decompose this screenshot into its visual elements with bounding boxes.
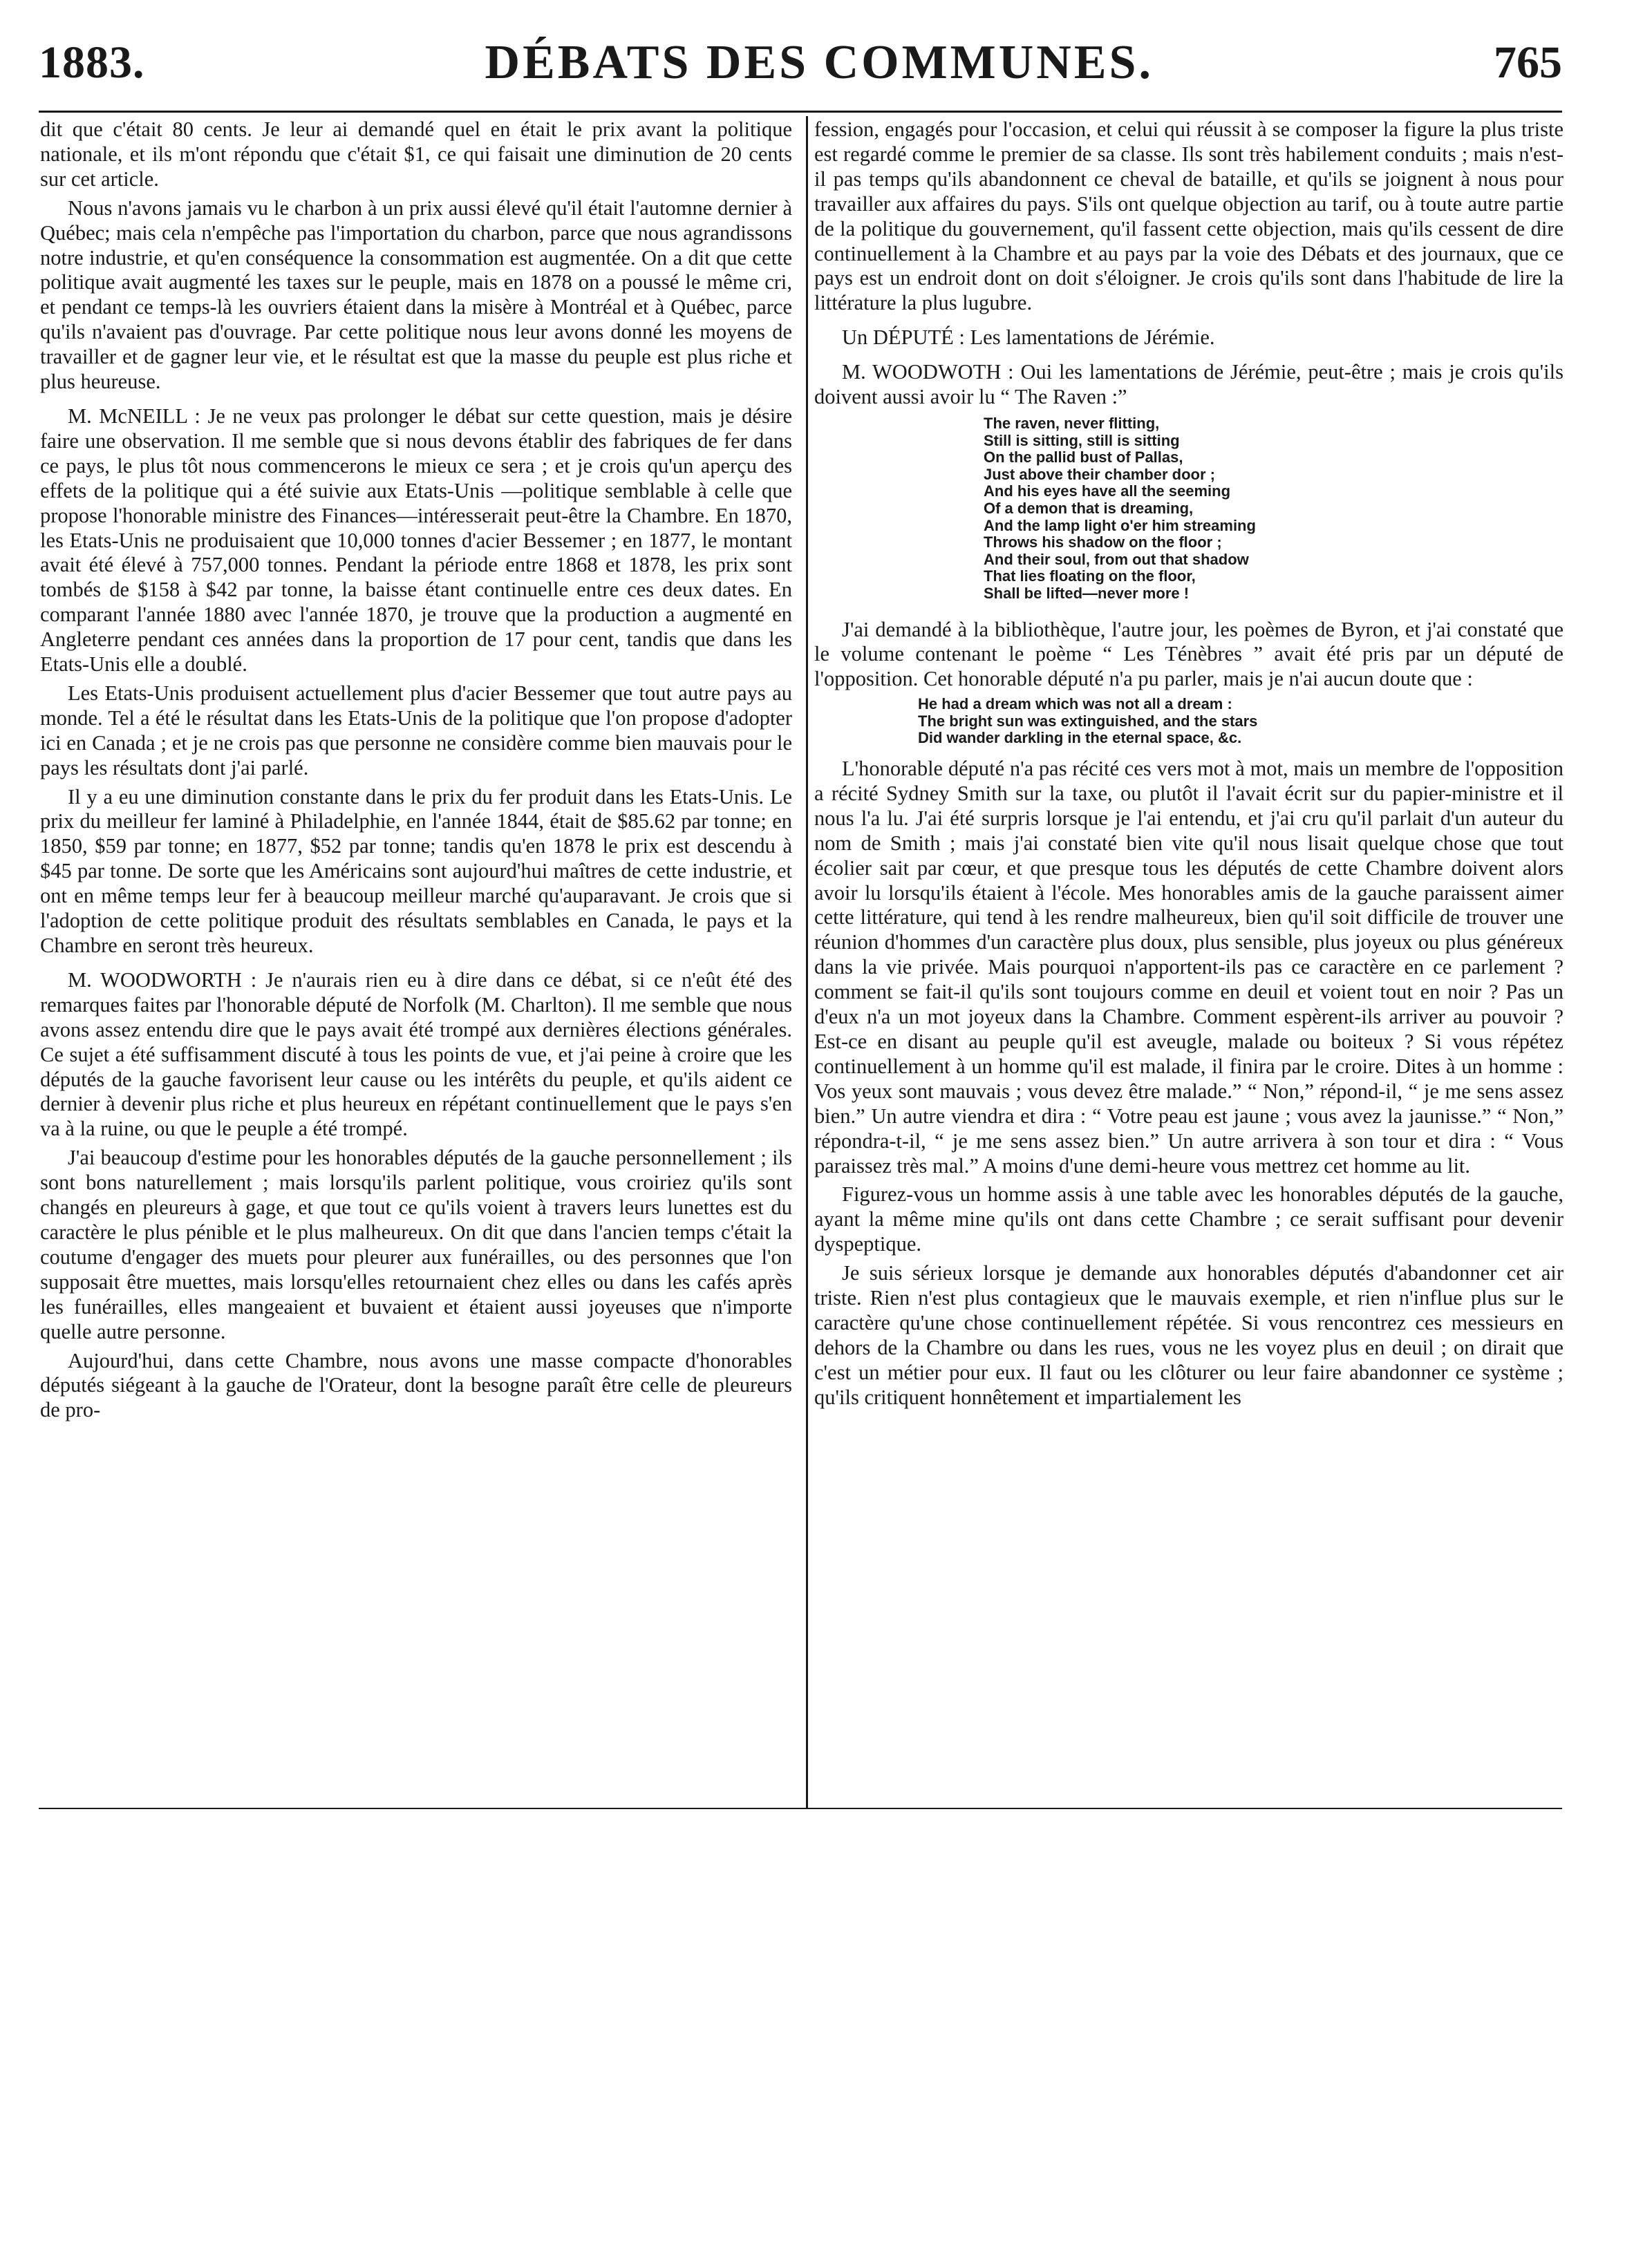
header-year: 1883. bbox=[39, 37, 145, 88]
speech-woodworth-reply: M. WOODWOTH : Oui les lamentations de Jérémie, peut-être ; mais je crois qu'ils doivent aussi avoir lu “ The Raven :” bbox=[814, 360, 1563, 409]
poem-line: The bright sun was extinguished, and the stars bbox=[918, 712, 1258, 730]
speech-mcneill: M. McNEILL : Je ne veux pas prolonger le débat sur cette question, mais je désire faire une observation. Il me semble que si nous devons établir des fabriques de fer dans ce pays, le plus tôt nous commencerons le mieux ce sera ; et je crois qu'un aperçu des effets de la politique qui a été suivie aux Etats-Unis —politique semblable à celle que propose l'honorable ministre des Finances—intéresserait peut-être la Chambre. En 1870, les Etats-Unis ne produisaient que 10,000 tonnes d'acier Bessemer ; en 1877, le montant avait été élevé à 757,000 tonnes. Pendant la période entre 1868 et 1878, les prix sont tombés de $158 à $42 par tonne, la baisse étant continuelle entre ces deux dates. En comparant l'année 1880 avec l'année 1870, je trouve que la production a augmenté en Angleterre pendant ces années dans la proportion de 17 pour cent, tandis que dans les Etats-Unis elle a doublé. bbox=[40, 404, 792, 677]
poem-line: Of a demon that is dreaming, bbox=[984, 499, 1194, 517]
interjection-depute: Un DÉPUTÉ : Les lamentations de Jérémie. bbox=[842, 325, 1215, 350]
poem-line: The raven, never flitting, bbox=[984, 414, 1160, 432]
paragraph: Il y a eu une diminution constante dans le prix du fer produit dans les Etats-Unis. Le prix du meilleur fer laminé à Philadelphie, en l'année 1844, était de $85.62 par tonne; en 1850, $59 par tonne; en 1877, $52 par tonne; tandis qu'en 1878 le prix est descendu à $45 par tonne. De sorte que les Américains sont aujourd'hui maîtres de cette industrie, et ont en même temps leur fer à beaucoup meilleur marché qu'auparavant. Je crois que si l'adoption de cette politique produit des résultats semblables en Canada, le pays et la Chambre en seront très heureux. bbox=[40, 784, 792, 957]
poem-line: And the lamp light o'er him streaming bbox=[984, 516, 1256, 534]
header-rule bbox=[39, 111, 1562, 113]
poem-line: Did wander darkling in the eternal space, &c. bbox=[918, 729, 1242, 747]
header-title: DÉBATS DES COMMUNES. bbox=[485, 36, 1154, 89]
poem-line: On the pallid bust of Pallas, bbox=[984, 448, 1183, 466]
poem-line: Throws his shadow on the floor ; bbox=[984, 533, 1222, 551]
poem-the-raven bbox=[984, 415, 1563, 603]
paragraph: Figurez-vous un homme assis à une table avec les honorables députés de la gauche, ayant la même mine qu'ils ont dans cette Chambre ; ce serait suffisant pour devenir dyspeptique. bbox=[814, 1182, 1563, 1256]
poem-darkness bbox=[918, 696, 1563, 747]
poem-line: He had a dream which was not all a dream : bbox=[918, 695, 1232, 713]
paragraph: Aujourd'hui, dans cette Chambre, nous avons une masse compacte d'honorables députés siégeant à la gauche de l'Orateur, dont la besogne paraît être celle de pleureurs de pro- bbox=[40, 1348, 792, 1422]
paragraph: Je suis sérieux lorsque je demande aux honorables députés d'abandonner cet air triste. Rien n'est plus contagieux que le mauvais exemple, et rien n'influe plus sur le caractère qu'une chose continuellement répétée. Si vous rencontrez ces messieurs en dehors de la Chambre ou dans les rues, vous ne les voyez plus en deuil ; on dirait que c'est un métier pour eux. Il faut ou les clôturer ou leur faire abandonner ce système ; qu'ils critiquent honnêtement et impartialement les bbox=[814, 1261, 1563, 1409]
right-column bbox=[814, 117, 1563, 1415]
paragraph: L'honorable député n'a pas récité ces vers mot à mot, mais un membre de l'opposition a récité Sydney Smith sur la taxe, ou plutôt il l'avait écrit sur du papier-ministre et il nous l'a lu. J'ai été surpris lorsque je l'ai entendu, et j'ai cru qu'il parlait d'un auteur du nom de Smith ; mais j'ai constaté bien vite qu'il nous lisait quelque chose que tout écolier sait par cœur, et que presque tous les députés de cette Chambre doivent alors avoir lu lorsqu'ils étaient à l'école. Mes honorables amis de la gauche paraissent aimer cette littérature, qui tend à les rendre malheureux, bien qu'il soit difficile de trouver une réunion d'hommes d'un caractère plus doux, plus sensible, plus joyeux ou plus généreux dans la vie privée. Mais pourquoi n'apportent-ils pas ce caractère en ce parlement ? comment se fait-il qu'ils sont toujours comme en deuil et voient tout en noir ? Pas un d'eux n'a un mot joyeux dans la Chambre. Comment espèrent-ils arriver au pouvoir ? Est-ce en disant au peuple qu'il est aveugle, malade ou boiteux ? Si vous répétez continuellement à un homme qu'il est malade, il finira par le croire. Dites à un homme : Vos yeux sont mauvais ; vous devez être malade.” “ Non,” répond-il, “ je me sens assez bien.” Un autre viendra et dira : “ Votre peau est jaune ; vous avez la jaunisse.” “ Non,” répondra-t-il, “ je me sens assez bien.” Un autre arrivera à son tour et dira : “ Vous paraissez très mal.” A moins d'une demi-heure vous mettrez cet homme au lit. bbox=[814, 757, 1563, 1178]
poem-line: Just above their chamber door ; bbox=[984, 465, 1215, 483]
paragraph: J'ai demandé à la bibliothèque, l'autre jour, les poèmes de Byron, et j'ai constaté que le volume contenant le poème “ Les Ténèbres ” avait été pris par un député de l'opposition. Cet honorable député n'a pu parler, mais je n'ai aucun doute que : bbox=[814, 617, 1563, 691]
speech-woodworth: M. WOODWORTH : Je n'aurais rien eu à dire dans ce débat, si ce n'eût été des remarques faites par l'honorable député de Norfolk (M. Charlton). Il me semble que nous avons assez entendu dire que le pays avait été trompé aux dernières élections générales. Ce sujet a été suffisamment discuté à tous les points de vue, et j'ai peine à croire que les députés de la gauche favorisent leur cause ou les intérêts du peuple, et qu'ils aident ce dernier à devenir plus riche et plus heureux en répétant continuellement que le pays s'en va à la ruine, ou que le peuple a été trompé. bbox=[40, 967, 792, 1141]
poem-line: And his eyes have all the seeming bbox=[984, 482, 1231, 500]
header-page-number: 765 bbox=[1493, 37, 1562, 88]
poem-line: Still is sitting, still is sitting bbox=[984, 431, 1180, 449]
paragraph: Les Etats-Unis produisent actuellement plus d'acier Bessemer que tout autre pays au monde. Tel a été le résultat dans les Etats-Unis de la politique que l'on propose d'adopter ici en Canada ; et je ne crois pas que personne ne considère comme bien mauvais pour le pays les résultats dont j'ai parlé. bbox=[40, 681, 792, 779]
footer-rule bbox=[39, 1808, 1562, 1809]
left-column bbox=[40, 117, 792, 1427]
paragraph: dit que c'était 80 cents. Je leur ai demandé quel en était le prix avant la politique nationale, et ils m'ont répondu que c'était $1, ce qui faisait une diminution de 20 cents sur cet article. bbox=[40, 117, 792, 191]
poem-line: And their soul, from out that shadow bbox=[984, 550, 1249, 568]
paragraph: J'ai beaucoup d'estime pour les honorables députés de la gauche personnellement ; ils sont bons naturellement ; mais lorsqu'ils parlent politique, vous croiriez qu'ils sont changés en pleureurs à gage, et que tout ce qu'ils voient à travers leurs lunettes est du caractère le plus pénible et le plus malheureux. On dit que dans l'ancien temps c'était la coutume d'engager des muets pour pleurer aux funérailles, ou des personnes que l'on supposait être muettes, mais lorsqu'elles retournaient chez elles ou dans les cafés après les funérailles, elles mangeaient et buvaient et étaient aussi joyeuses que n'importe quelle autre personne. bbox=[40, 1146, 792, 1343]
paragraph: Nous n'avons jamais vu le charbon à un prix aussi élevé qu'il était l'automne dernier à Québec; mais cela n'empêche pas l'importation du charbon, parce que nous agrandissons notre industrie, et qu'en conséquence la consommation est augmentée. On a dit que cette politique avait augmenté les taxes sur le peuple, mais en 1878 on a poussé le même cri, et pendant ce temps-là les ouvriers étaient dans la misère à Montréal et à Québec, parce qu'ils n'avaient pas d'ouvrage. Par cette politique nous leur avons donné les moyens de travailler et de gagner leur vie, et le résultat est que la masse du peuple est plus riche et plus heureuse. bbox=[40, 196, 792, 394]
page-header bbox=[39, 25, 1562, 101]
poem-line: That lies floating on the floor, bbox=[984, 567, 1196, 585]
poem-line: Shall be lifted—never more ! bbox=[984, 584, 1190, 602]
column-divider bbox=[806, 116, 808, 1809]
paragraph: fession, engagés pour l'occasion, et celui qui réussit à se composer la figure la plus triste est regardé comme le premier de sa classe. Ils sont très habilement conduits ; mais n'est-il pas temps qu'ils abandonnent ce cheval de bataille, et qu'ils se joignent à nous pour travailler aux affaires du pays. S'ils ont quelque objection au tarif, ou à toute autre partie de la politique du gouvernement, qu'il fassent cette objection, mais qu'ils cessent de dire continuellement à la Chambre et au pays par la voie des Débats et des journaux, que ce pays est un endroit dont on doit s'éloigner. Je crois qu'ils sont dans l'habitude de lire la littérature la plus lugubre. bbox=[814, 117, 1563, 315]
